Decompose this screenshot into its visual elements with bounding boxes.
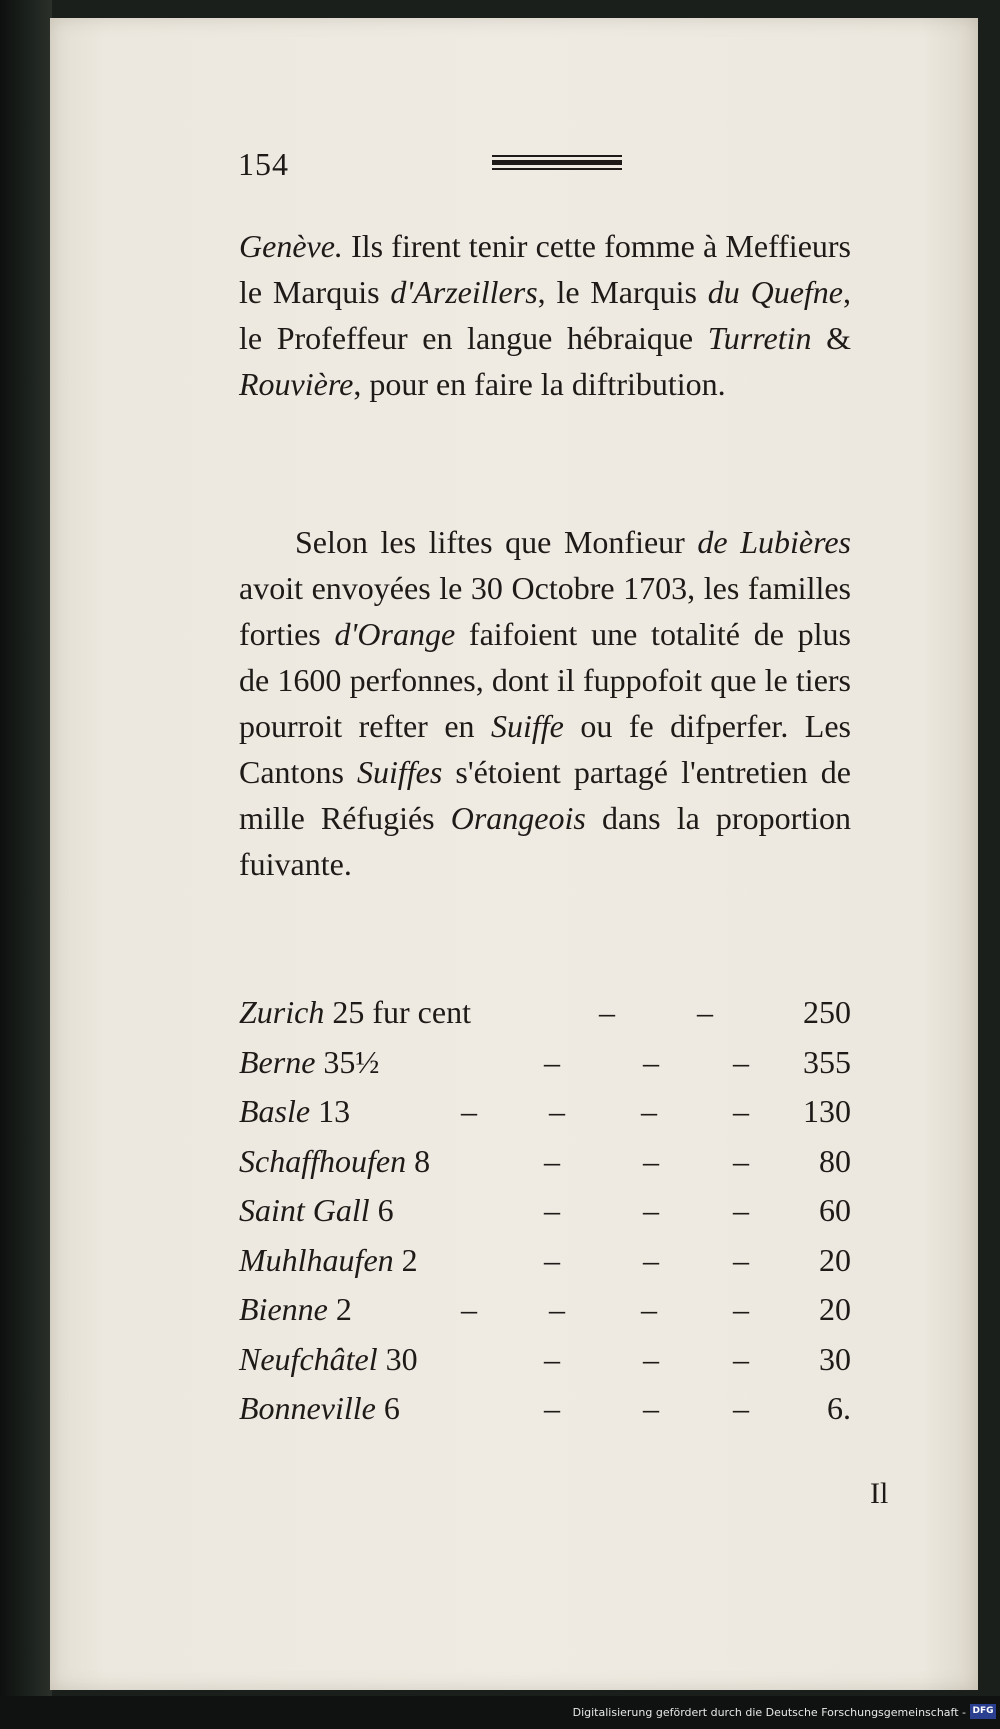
text-run: faifoient une totalité de plus de 1600 perfonnes, dont il fuppofoit que le tiers pourroit refter en <box>239 616 852 744</box>
table-row <box>239 1143 851 1193</box>
leader-dash: – <box>549 1291 565 1327</box>
leader-dash: – <box>544 1340 560 1377</box>
refugee-count: 250 <box>803 994 851 1030</box>
leader-dash: – <box>641 1093 657 1129</box>
leader-dash: – <box>643 1340 659 1377</box>
canton-entry <box>239 1291 352 1328</box>
canton-share: 30 <box>385 1340 418 1377</box>
refugee-count: 60 <box>819 1192 851 1228</box>
refugee-count: 20 <box>819 1291 851 1327</box>
canton-entry <box>239 1341 418 1378</box>
refugee-count: 355 <box>803 1043 851 1080</box>
table-row <box>239 1390 851 1440</box>
italic-run: Rouvière <box>239 366 354 402</box>
leader-dash: – <box>461 1291 477 1327</box>
italic-run: d'Arzeillers <box>390 274 538 310</box>
text-run: , le Profeffeur en langue hébraique <box>239 274 852 356</box>
leader-dash: – <box>733 1390 749 1426</box>
canton-entry <box>239 1044 379 1081</box>
leader-dash: – <box>733 1340 749 1377</box>
canton-share: 6 <box>383 1390 400 1426</box>
leader-dash: – <box>641 1291 657 1327</box>
canton-entry <box>239 1093 350 1130</box>
text-run: avoit envoyées le 30 Octobre 1703, les familles forties <box>239 570 851 652</box>
leader-dash: – <box>643 1192 659 1228</box>
canton-entry <box>239 1390 400 1427</box>
refugee-count: 130 <box>803 1093 851 1129</box>
text-run: Ils firent tenir cette fomme à Meffieurs le Marquis <box>239 228 851 310</box>
leader-dash: – <box>733 1241 749 1278</box>
leader-dash: – <box>733 1192 749 1228</box>
italic-run: Genève. <box>239 228 343 264</box>
italic-run: Orangeois <box>450 800 586 836</box>
canton-entry <box>239 994 471 1031</box>
paragraph-2 <box>239 519 851 887</box>
refugee-count: 30 <box>819 1340 851 1377</box>
text-run: s'étoient partagé l'entretien de mille Réfugiés <box>239 754 852 836</box>
text-run: dans la proportion fuivante. <box>239 800 852 882</box>
canton-share: 25 fur cent <box>332 994 471 1030</box>
canton-distribution-table <box>239 994 851 1440</box>
leader-dash: – <box>544 1192 560 1228</box>
table-row <box>239 1242 851 1292</box>
canton-name: Basle <box>239 1093 311 1129</box>
leader-dash: – <box>544 1241 560 1278</box>
canton-name: Bonneville <box>239 1390 376 1426</box>
canton-share: 8 <box>414 1142 431 1179</box>
canton-name: Berne <box>239 1043 316 1080</box>
table-row <box>239 1044 851 1094</box>
canton-name: Zurich <box>239 994 325 1030</box>
funding-note: Digitalisierung gefördert durch die Deutsche Forschungsgemeinschaft - <box>572 1706 966 1719</box>
canton-name: Neufchâtel <box>239 1340 378 1377</box>
leader-dash: – <box>643 1390 659 1426</box>
italic-run: Suiffes <box>357 754 443 790</box>
leader-dash: – <box>733 1043 749 1080</box>
text-run: ou fe difperfer. Les Cantons <box>239 708 852 790</box>
leader-dash: – <box>544 1142 560 1179</box>
canton-name: Schaffhoufen <box>239 1142 407 1179</box>
canton-name: Muhlhaufen <box>239 1241 394 1278</box>
table-row <box>239 1341 851 1391</box>
text-run: & <box>811 320 852 356</box>
italic-run: du Quefne <box>707 274 844 310</box>
refugee-count: 6. <box>827 1390 851 1426</box>
refugee-count: 20 <box>819 1241 851 1278</box>
leader-dash: – <box>461 1093 477 1129</box>
leader-dash: – <box>643 1241 659 1278</box>
leader-dash: – <box>599 994 615 1030</box>
italic-run: Suiffe <box>491 708 564 744</box>
table-row <box>239 1291 851 1341</box>
leader-dash: – <box>544 1043 560 1080</box>
text-run: , pour en faire la diftribution. <box>353 366 726 402</box>
table-row <box>239 1192 851 1242</box>
canton-share: 2 <box>401 1241 418 1278</box>
page-number: 154 <box>238 146 289 182</box>
paragraph-1 <box>239 223 851 407</box>
canton-share: 6 <box>377 1192 394 1228</box>
leader-dash: – <box>549 1093 565 1129</box>
canton-share: 2 <box>335 1291 352 1327</box>
leader-dash: – <box>733 1093 749 1129</box>
text-run: Selon les liftes que Monfieur <box>295 524 698 560</box>
leader-dash: – <box>733 1291 749 1327</box>
leader-dash: – <box>697 994 713 1030</box>
digitization-footer <box>0 1696 1000 1729</box>
canton-entry <box>239 1242 418 1279</box>
italic-run: Turretin <box>707 320 812 356</box>
italic-run: de Lubières <box>697 524 852 560</box>
canton-name: Bienne <box>239 1291 328 1327</box>
header-ornament-rule <box>492 155 622 171</box>
leader-dash: – <box>544 1390 560 1426</box>
canton-entry <box>239 1192 394 1229</box>
text-run: , le Marquis <box>537 274 708 310</box>
italic-run: d'Orange <box>334 616 456 652</box>
leader-dash: – <box>643 1043 659 1080</box>
canton-share: 35½ <box>323 1043 380 1080</box>
table-row <box>239 1093 851 1143</box>
leader-dash: – <box>643 1142 659 1179</box>
table-row <box>239 994 851 1044</box>
leader-dash: – <box>733 1142 749 1179</box>
canton-share: 13 <box>318 1093 351 1129</box>
refugee-count: 80 <box>819 1142 851 1179</box>
canton-name: Saint Gall <box>239 1192 370 1228</box>
canton-entry <box>239 1143 430 1180</box>
dfg-logo: DFG <box>970 1704 996 1719</box>
catchword: Il <box>870 1477 889 1510</box>
